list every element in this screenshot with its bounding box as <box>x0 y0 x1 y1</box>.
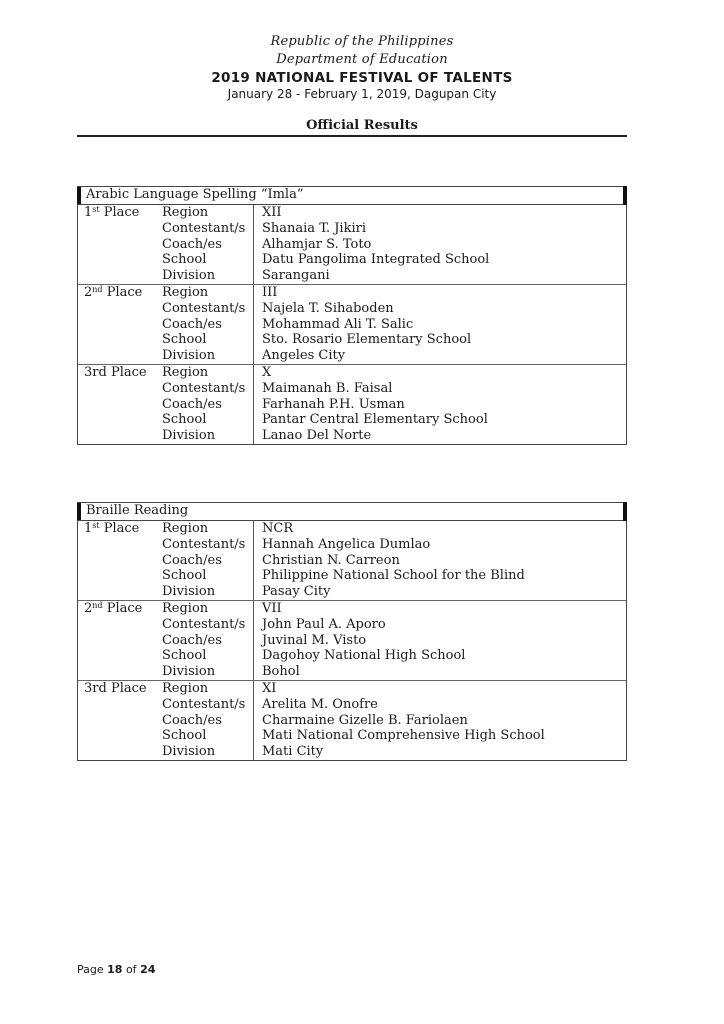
field-value: Farhanah P.H. Usman <box>262 396 405 412</box>
result-row <box>78 317 626 333</box>
title-marker-left <box>77 503 81 520</box>
footer-page-number: 18 <box>107 963 123 976</box>
place-number: 3rd <box>84 680 107 696</box>
place-suffix: st <box>92 521 100 530</box>
field-value: Sarangani <box>262 268 330 284</box>
place-suffix: st <box>92 205 100 214</box>
field-label: Contestant/s <box>162 696 246 712</box>
result-row <box>78 521 626 537</box>
footer-of-word: of <box>125 963 137 976</box>
result-row <box>78 301 626 317</box>
event-dates: January 28 - February 1, 2019, Dagupan City <box>227 87 497 101</box>
place-label <box>84 601 142 617</box>
field-label: Region <box>162 600 209 616</box>
title-marker-right <box>623 186 627 205</box>
field-value: Philippine National School for the Blind <box>262 568 525 584</box>
place-group <box>78 205 626 285</box>
field-label: Region <box>162 284 209 300</box>
field-label: Division <box>162 268 216 284</box>
field-value: XI <box>262 680 277 696</box>
result-row <box>78 584 626 600</box>
field-value: Najela T. Sihaboden <box>262 300 394 316</box>
event-title: 2019 NATIONAL FESTIVAL OF TALENTS <box>211 70 513 86</box>
place-word: Place <box>99 521 140 536</box>
field-value: X <box>262 364 272 380</box>
result-row <box>78 397 626 413</box>
place-number: 1 <box>84 205 93 220</box>
field-label: School <box>162 252 207 268</box>
place-label <box>84 365 147 381</box>
field-label: Region <box>162 205 209 220</box>
result-row <box>78 412 626 428</box>
field-value: Mati National Comprehensive High School <box>262 728 545 744</box>
place-word: Place <box>99 205 140 220</box>
result-row <box>78 617 626 633</box>
place-label <box>84 521 139 537</box>
results-table-braille-reading <box>77 502 627 761</box>
republic-heading: Republic of the Philippines <box>270 34 454 49</box>
result-row <box>78 553 626 569</box>
field-label: Coach/es <box>162 316 222 332</box>
department-heading: Department of Education <box>276 52 448 67</box>
place-label <box>84 205 139 221</box>
title-marker-right <box>623 502 627 521</box>
field-value: Shanaia T. Jikiri <box>262 220 366 236</box>
place-number: 1 <box>84 521 93 536</box>
field-value: Bohol <box>262 664 300 680</box>
place-number: 3rd <box>84 364 107 380</box>
result-row <box>78 681 626 697</box>
field-value: Maimanah B. Faisal <box>262 380 393 396</box>
result-row <box>78 713 626 729</box>
place-word: Place <box>102 600 143 616</box>
field-label: School <box>162 332 207 348</box>
table-title <box>78 186 626 205</box>
result-row <box>78 365 626 381</box>
field-label: School <box>162 728 207 744</box>
result-row <box>78 205 626 221</box>
footer-total-pages: 24 <box>140 963 156 976</box>
field-value: Hannah Angelica Dumlao <box>262 536 431 552</box>
field-value: Juvinal M. Visto <box>262 632 367 648</box>
result-row <box>78 697 626 713</box>
result-row <box>78 381 626 397</box>
field-value: Dagohoy National High School <box>262 648 466 664</box>
result-row <box>78 664 626 680</box>
field-label: School <box>162 648 207 664</box>
field-label: Division <box>162 744 216 760</box>
field-label: Coach/es <box>162 712 222 728</box>
field-value: Charmaine Gizelle B. Fariolaen <box>262 712 468 728</box>
field-value: Angeles City <box>262 348 346 364</box>
result-row <box>78 285 626 301</box>
place-group <box>78 681 626 760</box>
place-number: 2 <box>84 284 93 300</box>
result-row <box>78 428 626 444</box>
page-footer <box>77 963 155 976</box>
place-suffix: nd <box>92 284 103 294</box>
place-group <box>78 521 626 601</box>
field-label: School <box>162 568 207 584</box>
table-title-text: Arabic Language Spelling “Imla” <box>86 187 304 202</box>
field-value: John Paul A. Aporo <box>262 616 386 632</box>
result-row <box>78 221 626 237</box>
field-value: XII <box>262 205 282 220</box>
field-value: Lanao Del Norte <box>262 428 372 444</box>
field-label: Contestant/s <box>162 616 246 632</box>
field-label: Region <box>162 521 209 536</box>
result-row <box>78 537 626 553</box>
field-label: Region <box>162 680 209 696</box>
result-row <box>78 648 626 664</box>
header-rule <box>77 135 627 137</box>
field-label: School <box>162 412 207 428</box>
field-label: Contestant/s <box>162 380 246 396</box>
result-row <box>78 348 626 364</box>
result-row <box>78 728 626 744</box>
place-word: Place <box>102 284 143 300</box>
place-suffix: nd <box>92 600 103 610</box>
table-title-text: Braille Reading <box>86 503 189 518</box>
field-value: Arelita M. Onofre <box>262 696 378 712</box>
place-label <box>84 681 147 697</box>
field-label: Division <box>162 348 216 364</box>
result-row <box>78 568 626 584</box>
result-row <box>78 633 626 649</box>
field-value: Sto. Rosario Elementary School <box>262 332 472 348</box>
field-label: Division <box>162 664 216 680</box>
result-row <box>78 332 626 348</box>
field-value: Christian N. Carreon <box>262 552 400 568</box>
title-marker-left <box>77 187 81 204</box>
section-title: Official Results <box>306 118 418 133</box>
result-row <box>78 744 626 760</box>
place-group <box>78 601 626 681</box>
field-value: NCR <box>262 521 294 536</box>
field-value: Mohammad Ali T. Salic <box>262 316 414 332</box>
field-value: III <box>262 284 278 300</box>
footer-page-word: Page <box>77 963 104 976</box>
field-label: Coach/es <box>162 552 222 568</box>
field-label: Region <box>162 364 209 380</box>
place-label <box>84 285 142 301</box>
field-value: Alhamjar S. Toto <box>262 236 372 252</box>
field-label: Coach/es <box>162 396 222 412</box>
field-value: Pasay City <box>262 584 331 600</box>
field-label: Division <box>162 584 216 600</box>
field-label: Division <box>162 428 216 444</box>
field-label: Coach/es <box>162 236 222 252</box>
field-label: Coach/es <box>162 632 222 648</box>
field-label: Contestant/s <box>162 536 246 552</box>
table-title <box>78 502 626 521</box>
field-value: Pantar Central Elementary School <box>262 412 488 428</box>
field-label: Contestant/s <box>162 300 246 316</box>
field-value: VII <box>262 600 282 616</box>
result-row <box>78 252 626 268</box>
field-label: Contestant/s <box>162 220 246 236</box>
place-word: Place <box>106 680 147 696</box>
place-group <box>78 365 626 444</box>
place-group <box>78 285 626 365</box>
field-value: Mati City <box>262 744 324 760</box>
place-number: 2 <box>84 600 93 616</box>
field-value: Datu Pangolima Integrated School <box>262 252 490 268</box>
results-table-arabic-spelling <box>77 186 627 445</box>
result-row <box>78 237 626 253</box>
result-row <box>78 601 626 617</box>
result-row <box>78 268 626 284</box>
place-word: Place <box>106 364 147 380</box>
